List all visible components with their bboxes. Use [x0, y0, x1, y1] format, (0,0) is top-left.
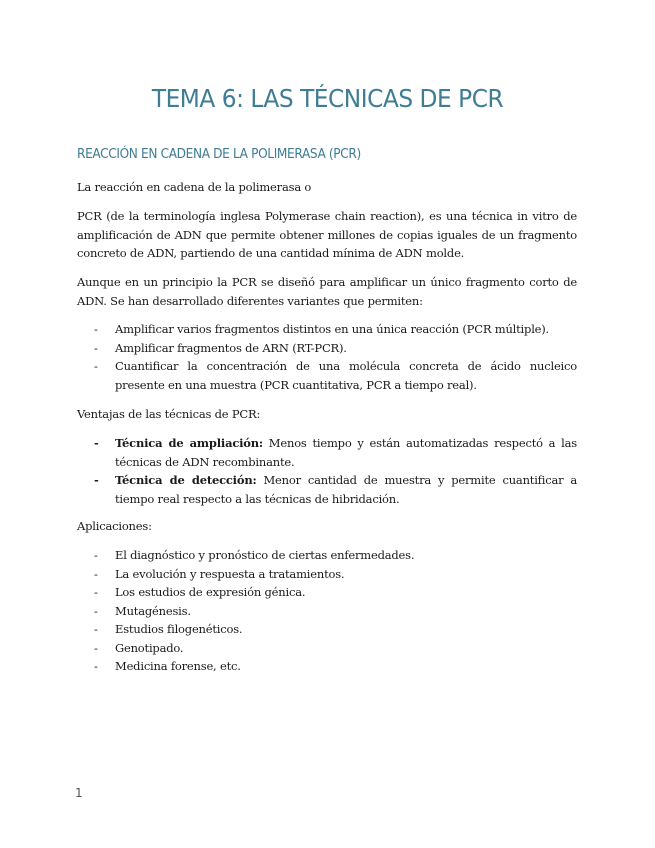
dash-bullet: -	[94, 640, 98, 655]
page-title: TEMA 6: LAS TÉCNICAS DE PCR	[151, 84, 504, 113]
list-item: - Cuantificar la concentración de una molécula concreta de ácido nucleico presente en una muestra (PCR cuantitativa, PCR a tiempo real).	[94, 359, 577, 392]
list-item: - Los estudios de expresión génica.	[77, 583, 577, 602]
list-item: - Técnica de ampliación: Menos tiempo y están automatizadas respectó a las técnicas de ADN recombinante.	[94, 436, 577, 469]
section-heading: REACCIÓN EN CADENA DE LA POLIMERASA (PCR)	[77, 146, 361, 162]
dash-bullet: -	[94, 359, 98, 373]
list-item: - El diagnóstico y pronóstico de ciertas enfermedades.	[77, 546, 577, 565]
applications-intro-paragraph: Aplicaciones:	[77, 519, 152, 533]
definition-paragraph: PCR (de la terminología inglesa Polymerase chain reaction), es una técnica in vitro de amplificación de ADN que permite obtener millones de copias iguales de un fragmento concreto de ADN, partiendo de una cantidad mínima de ADN molde.	[77, 209, 577, 260]
dash-bullet: -	[94, 603, 98, 618]
dash-bullet: -	[94, 548, 98, 562]
intro-paragraph: La reacción en cadena de la polimerasa o	[77, 180, 312, 194]
advantages-intro-paragraph: Ventajas de las técnicas de PCR:	[77, 407, 261, 421]
advantage-term: Técnica de detección:	[115, 473, 257, 487]
page-number: 1	[75, 786, 83, 800]
list-item: - Amplificar fragmentos de ARN (RT-PCR).	[77, 339, 577, 358]
dash-bullet: -	[94, 566, 98, 581]
list-item: - Genotipado.	[77, 639, 577, 658]
list-item: - Amplificar varios fragmentos distintos en una única reacción (PCR múltiple).	[77, 320, 577, 339]
dash-bullet: -	[94, 622, 98, 636]
advantage-term: Técnica de ampliación:	[115, 436, 263, 450]
dash-bullet: -	[94, 322, 98, 336]
advantages-list	[77, 434, 577, 508]
dash-bullet: -	[94, 340, 98, 355]
dash-bullet: -	[94, 473, 99, 487]
variants-intro-paragraph: Aunque en un principio la PCR se diseñó para amplificar un único fragmento corto de ADN. Se han desarrollado diferentes variantes que permiten:	[77, 275, 577, 308]
list-item: - Técnica de detección: Menor cantidad de muestra y permite cuantificar a tiempo real respecto a las técnicas de hibridación.	[94, 473, 578, 506]
list-item: - Mutagénesis.	[77, 602, 577, 621]
list-item: - Medicina forense, etc.	[77, 657, 577, 676]
variants-list	[77, 320, 577, 394]
list-item: - Estudios filogenéticos.	[77, 620, 577, 639]
dash-bullet: -	[94, 585, 98, 599]
applications-list	[77, 546, 577, 676]
dash-bullet: -	[94, 436, 99, 450]
list-item: - La evolución y respuesta a tratamientos.	[77, 565, 577, 584]
dash-bullet: -	[94, 659, 98, 673]
